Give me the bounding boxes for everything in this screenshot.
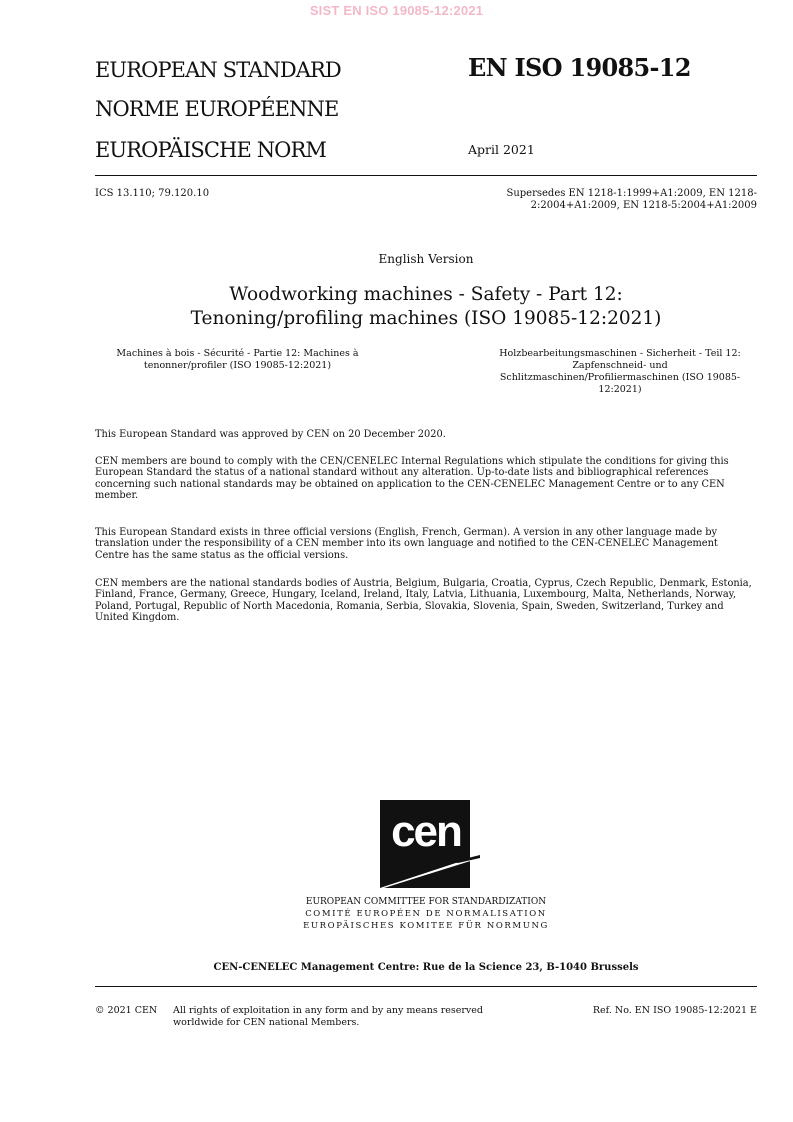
standard-title-en: EUROPEAN STANDARD — [95, 58, 341, 82]
paragraph-line: CEN members are the national standards bodies of Austria, Belgium, Bulgaria, Croatia, Cyprus, Czech Republic, Denmark, Estonia, — [95, 578, 752, 589]
standard-title-fr: NORME EUROPÉENNE — [95, 97, 339, 121]
german-title-line: Zapfenschneid- und — [572, 360, 668, 371]
publication-date: April 2021 — [468, 142, 535, 157]
footer-rule — [95, 986, 757, 987]
cen-logo — [380, 800, 480, 888]
paragraph-line: This European Standard exists in three official versions (English, French, German). A version in any other language made by — [95, 527, 718, 538]
header-rule — [95, 175, 757, 176]
reference-number: Ref. No. EN ISO 19085-12:2021 E — [592, 1005, 757, 1016]
cen-name-fr: COMITÉ EUROPÉEN DE NORMALISATION — [305, 909, 547, 919]
watermark: SIST EN ISO 19085-12:2021 — [309, 3, 484, 18]
rights-statement — [173, 1005, 503, 1029]
paragraph-line: CEN members are bound to comply with the CEN/CENELEC Internal Regulations which stipulate the conditions for giving this — [95, 456, 729, 467]
german-title-line: Schlitzmaschinen/Profiliermaschinen (ISO 19085- — [499, 372, 741, 383]
paragraph-line: This European Standard was approved by CEN on 20 December 2020. — [95, 429, 446, 440]
french-title-line: tenonner/profiler (ISO 19085-12:2021) — [143, 360, 332, 371]
german-title-line: Holzbearbeitungsmaschinen - Sicherheit - Teil 12: — [499, 348, 741, 359]
paragraph-line: Poland, Portugal, Republic of North Macedonia, Romania, Serbia, Slovakia, Slovenia, Spain, Sweden, Switzerland, Turkey and — [95, 600, 724, 612]
paragraph-line: Finland, France, Germany, Greece, Hungary, Iceland, Ireland, Italy, Latvia, Lithuania, Luxembourg, Malta, Netherlands, Norway, — [95, 589, 737, 601]
paragraph-line: member. — [95, 490, 139, 502]
german-title — [470, 348, 770, 396]
approval-paragraph — [95, 429, 760, 440]
rights-line: worldwide for CEN national Members. — [173, 1017, 360, 1028]
cen-name-de: EUROPÄISCHES KOMITEE FÜR NORMUNG — [303, 921, 549, 931]
language-version: English Version — [378, 252, 474, 266]
versions-paragraph — [95, 527, 760, 561]
standard-code: EN ISO 19085-12 — [468, 53, 691, 82]
cen-name-en: EUROPEAN COMMITTEE FOR STANDARDIZATION — [305, 897, 547, 907]
paragraph-line: United Kingdom. — [95, 612, 180, 624]
ics-code: ICS 13.110; 79.120.10 — [95, 188, 210, 199]
members-paragraph — [95, 578, 760, 624]
rights-line: All rights of exploitation in any form and by any means reserved — [173, 1005, 484, 1016]
cen-organisation-names — [95, 896, 757, 932]
document-title — [95, 283, 757, 331]
supersedes-line-1: Supersedes EN 1218-1:1999+A1:2009, EN 1218- — [506, 188, 757, 199]
german-title-line: 12:2021) — [598, 384, 642, 395]
management-centre-address: CEN-CENELEC Management Centre: Rue de la Science 23, B-1040 Brussels — [213, 962, 639, 973]
paragraph-line: Centre has the same status as the official versions. — [95, 549, 349, 561]
copyright: © 2021 CEN — [95, 1005, 158, 1016]
french-title-line: Machines à bois - Sécurité - Partie 12: Machines à — [116, 348, 359, 359]
cen-logo-text: cen — [391, 807, 461, 856]
paragraph-line: European Standard the status of a national standard without any alteration. Up-to-date lists and bibliographical references — [95, 467, 709, 479]
standard-title-de: EUROPÄISCHE NORM — [95, 138, 326, 162]
paragraph-line: translation under the responsibility of a CEN member into its own language and notified to the CEN-CENELEC Management — [95, 538, 718, 550]
compliance-paragraph — [95, 456, 760, 502]
supersedes — [430, 188, 757, 212]
supersedes-line-2: 2:2004+A1:2009, EN 1218-5:2004+A1:2009 — [530, 200, 757, 211]
title-line-2: Tenoning/profiling machines (ISO 19085-12:2021) — [190, 308, 662, 329]
title-line-1: Woodworking machines - Safety - Part 12: — [229, 284, 623, 305]
paragraph-line: concerning such national standards may be obtained on application to the CEN-CENELEC Management Centre or to any CEN — [95, 478, 725, 490]
french-title — [95, 348, 380, 372]
